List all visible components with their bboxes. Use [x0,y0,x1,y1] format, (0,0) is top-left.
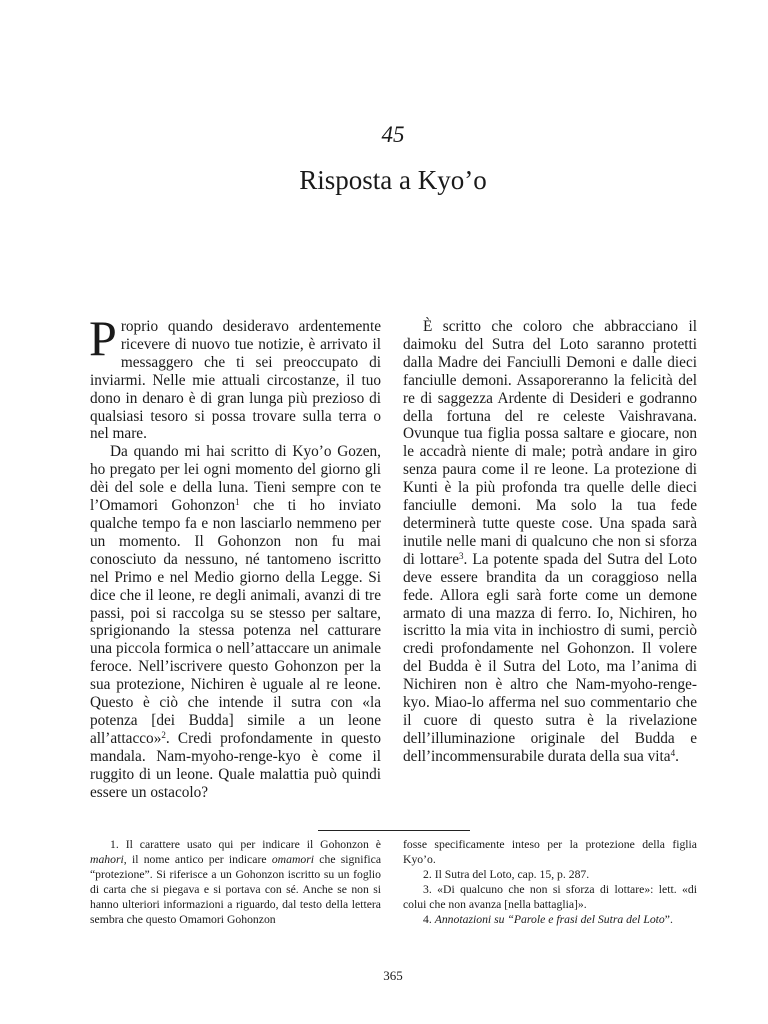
footnote-4: 4. Annotazioni su “Parole e frasi del Sutra del Loto”. [423,913,673,927]
body-column-right [403,318,697,766]
footnote-3: 3. «Di qualcuno che non si sforza di lottare»: lett. «di colui che non avanza [nella battaglia]». [403,883,697,912]
footnote-ref-4[interactable]: 4 [670,747,676,758]
footnote-ref-1[interactable]: 1 [235,497,240,508]
footnote-ref-2[interactable]: 2 [161,729,166,740]
footnote-divider [318,830,470,831]
page-number: 365 [383,968,403,983]
chapter-number: 45 [381,122,405,147]
chapter-title: Risposta a Kyo’o [299,165,487,195]
body-paragraph-1: Proprio quando desideravo ardentemente ricevere di nuovo tue notizie, è arrivato il messaggero che ti sei preoccupato di inviarmi. Nelle mie attuali circostanze, il tuo dono in denaro è di gran lunga più prezioso di qualsiasi tesoro si possa trovare sulla terra o nel mare. [89,310,381,443]
footnote-1: 1. Il carattere usato qui per indicare il Gohonzon è mahori, il nome antico per indicare omamori che significa “protezione”. Si riferisce a un Gohonzon iscritto su un foglio di carta che si piegava e si portava con sé. Anche se non si hanno ulteriori informazioni a riguardo, dal testo della lettera sembra che questo Omamori Gohonzon [90,838,382,927]
footnote-2: 2. Il Sutra del Loto, cap. 15, p. 287. [423,868,590,882]
body-paragraph-2: Da quando mi hai scritto di Kyo’o Gozen, ho pregato per lei ogni momento del giorno gli dèi del sole e della luna. Tieni sempre con te l’Omamori Gohonzon$^1$ che ti ho inviato qualche tempo fa e non lasciarlo nemmeno per un momento. Il Gohonzon non fu mai conosciuto da nessuno, né tantomeno iscritto nel Primo e nel Medio giorno della Legge. Si dice che il leone, re degli animali, avanzi di tre passi, poi si raccolga su se stesso per saltare, sprigionando la stessa potenza nel catturare una piccola formica o nell’attaccare un animale feroce. Nell’iscrivere questo Gohonzon per la sua protezione, Nichiren è uguale al re leone. Questo è ciò che intende il sutra con «la potenza [dei Budda] simile a un leone all’attacco»$^2$. Credi profondamente in questo mandala. Nam-myoho-renge-kyo è come il ruggito di un leone. Quale malattia può quindi essere un ostacolo? [90,443,381,801]
body-column-left [89,310,381,801]
footnote-ref-3[interactable]: 3 [459,550,464,561]
footnote-1-continued: fosse specificamente inteso per la protezione della figlia Kyo’o. [403,838,697,867]
footnotes-column-left [90,837,381,928]
body-paragraph-3: È scritto che coloro che abbracciano il daimoku del Sutra del Loto saranno protetti dalla Madre dei Fanciulli Demoni e dalle dieci fanciulle demoni. Assaporeranno la felicità del re di saggezza Ardente di Desideri e godranno della fortuna del re celeste Vaishravana. Ovunque tua figlia possa saltare e giocare, non le accadrà niente di male; potrà andare in giro senza paura come il re leone. La protezione di Kunti è la più profonda tra quelle delle dieci fanciulle demoni. Ma solo la tua fede determinerà tutte queste cose. Una spada sarà inutile nelle mani di qualcuno che non si sforza di lottare$^3$. La potente spada del Sutra del Loto deve essere brandita da un coraggioso nella fede. Allora egli sarà forte come un demone armato di una mazza di ferro. Io, Nichiren, ho iscritto la mia vita in inchiostro di sumi, perciò credi profondamente nel Gohonzon. Il volere del Budda è il Sutra del Loto, ma l’anima di Nichiren non è altro che Nam-myoho-renge-kyo. Miao-lo afferma nel suo commentario che il cuore di questo sutra è la rivelazione dell’illuminazione originale del Budda e dell’incommensurabile durata della sua vita$^4$. [403,318,698,765]
footnotes-column-right [403,837,697,928]
drop-cap: P [89,310,117,366]
